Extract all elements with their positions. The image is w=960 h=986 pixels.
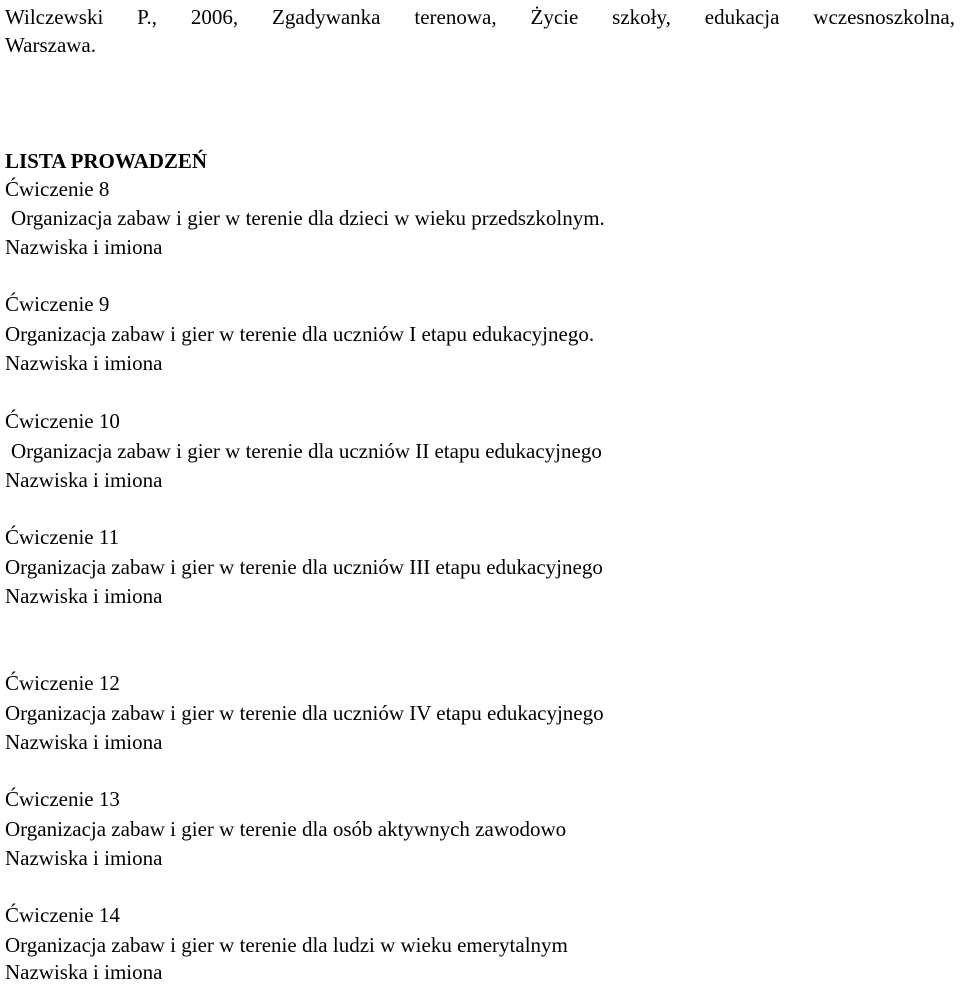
exercise-14-names: Nazwiska i imiona [5, 960, 163, 984]
exercise-10-title: Ćwiczenie 10 [5, 409, 120, 433]
exercise-14-title: Ćwiczenie 14 [5, 903, 120, 927]
exercise-11-title: Ćwiczenie 11 [5, 525, 120, 549]
exercise-9-title: Ćwiczenie 9 [5, 292, 110, 316]
exercise-9-names: Nazwiska i imiona [5, 351, 163, 375]
exercise-14-topic: Organizacja zabaw i gier w terenie dla ludzi w wieku emerytalnym [5, 933, 568, 957]
exercise-11-names: Nazwiska i imiona [5, 584, 163, 608]
exercise-8-names: Nazwiska i imiona [5, 235, 163, 259]
exercise-8-title: Ćwiczenie 8 [5, 177, 110, 201]
list-heading: LISTA PROWADZEŃ [5, 149, 208, 173]
exercise-11-topic: Organizacja zabaw i gier w terenie dla uczniów III etapu edukacyjnego [5, 555, 603, 579]
exercise-13-title: Ćwiczenie 13 [5, 787, 120, 811]
reference-line-1: Wilczewski P., 2006, Zgadywanka terenowa, Życie szkoły, edukacja wczesnoszkolna, [5, 5, 955, 29]
reference-line-2: Warszawa. [5, 33, 97, 57]
exercise-12-topic: Organizacja zabaw i gier w terenie dla uczniów IV etapu edukacyjnego [5, 701, 604, 725]
exercise-13-names: Nazwiska i imiona [5, 846, 163, 870]
exercise-12-title: Ćwiczenie 12 [5, 671, 120, 695]
exercise-9-topic: Organizacja zabaw i gier w terenie dla uczniów I etapu edukacyjnego. [5, 322, 595, 346]
exercise-13-topic: Organizacja zabaw i gier w terenie dla osób aktywnych zawodowo [5, 817, 567, 841]
exercise-10-topic: Organizacja zabaw i gier w terenie dla uczniów II etapu edukacyjnego [11, 439, 602, 463]
exercise-12-names: Nazwiska i imiona [5, 730, 163, 754]
exercise-8-topic: Organizacja zabaw i gier w terenie dla dzieci w wieku przedszkolnym. [11, 206, 605, 230]
exercise-10-names: Nazwiska i imiona [5, 468, 163, 492]
